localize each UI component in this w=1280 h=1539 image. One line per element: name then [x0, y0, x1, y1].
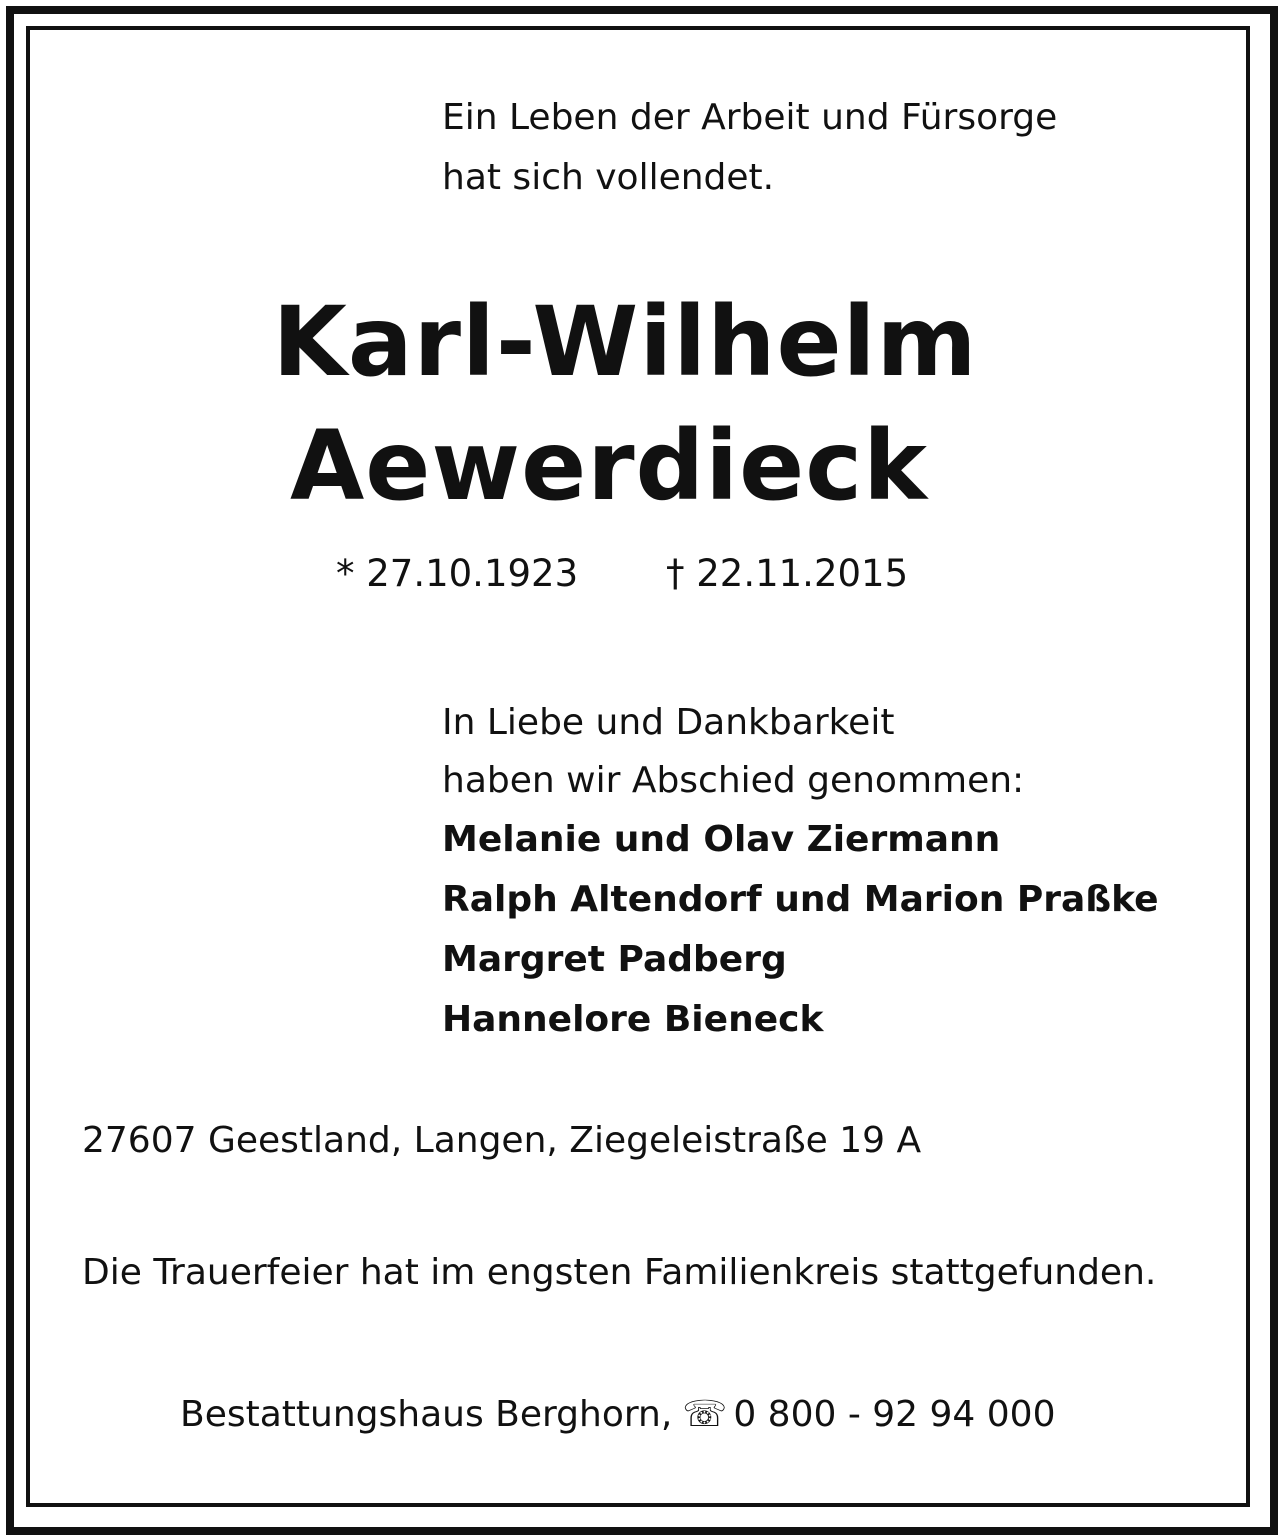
phone-icon: ☏: [682, 1394, 728, 1435]
mourning-line-1: In Liebe und Dankbarkeit: [442, 702, 895, 743]
deceased-first-name: Karl-Wilhelm: [272, 286, 978, 398]
mourner-name: Ralph Altendorf und Marion Praßke: [442, 879, 1159, 920]
address: 27607 Geestland, Langen, Ziegeleistraße 19 A: [82, 1120, 922, 1161]
motto: [442, 88, 1057, 208]
motto-line-1: Ein Leben der Arbeit und Fürsorge: [442, 97, 1058, 138]
mourner-name: Hannelore Bieneck: [442, 999, 824, 1040]
birth-date: * 27.10.1923: [336, 552, 579, 595]
mourner-name: Margret Padberg: [442, 939, 787, 980]
deceased-last-name: Aewerdieck: [289, 410, 929, 522]
ceremony-note: Die Trauerfeier hat im engsten Familienkreis stattgefunden.: [82, 1252, 1157, 1293]
mourning-text: [442, 694, 1024, 810]
mourners-list: [442, 810, 1159, 1050]
undertaker-line: [180, 1394, 1055, 1435]
undertaker-name: Bestattungshaus Berghorn,: [180, 1394, 673, 1435]
mourning-line-2: haben wir Abschied genommen:: [442, 760, 1025, 801]
motto-line-2: hat sich vollendet.: [442, 157, 775, 198]
death-date: † 22.11.2015: [666, 552, 909, 595]
mourner-name: Melanie und Olav Ziermann: [442, 819, 1001, 860]
undertaker-phone: 0 800 - 92 94 000: [733, 1394, 1056, 1435]
